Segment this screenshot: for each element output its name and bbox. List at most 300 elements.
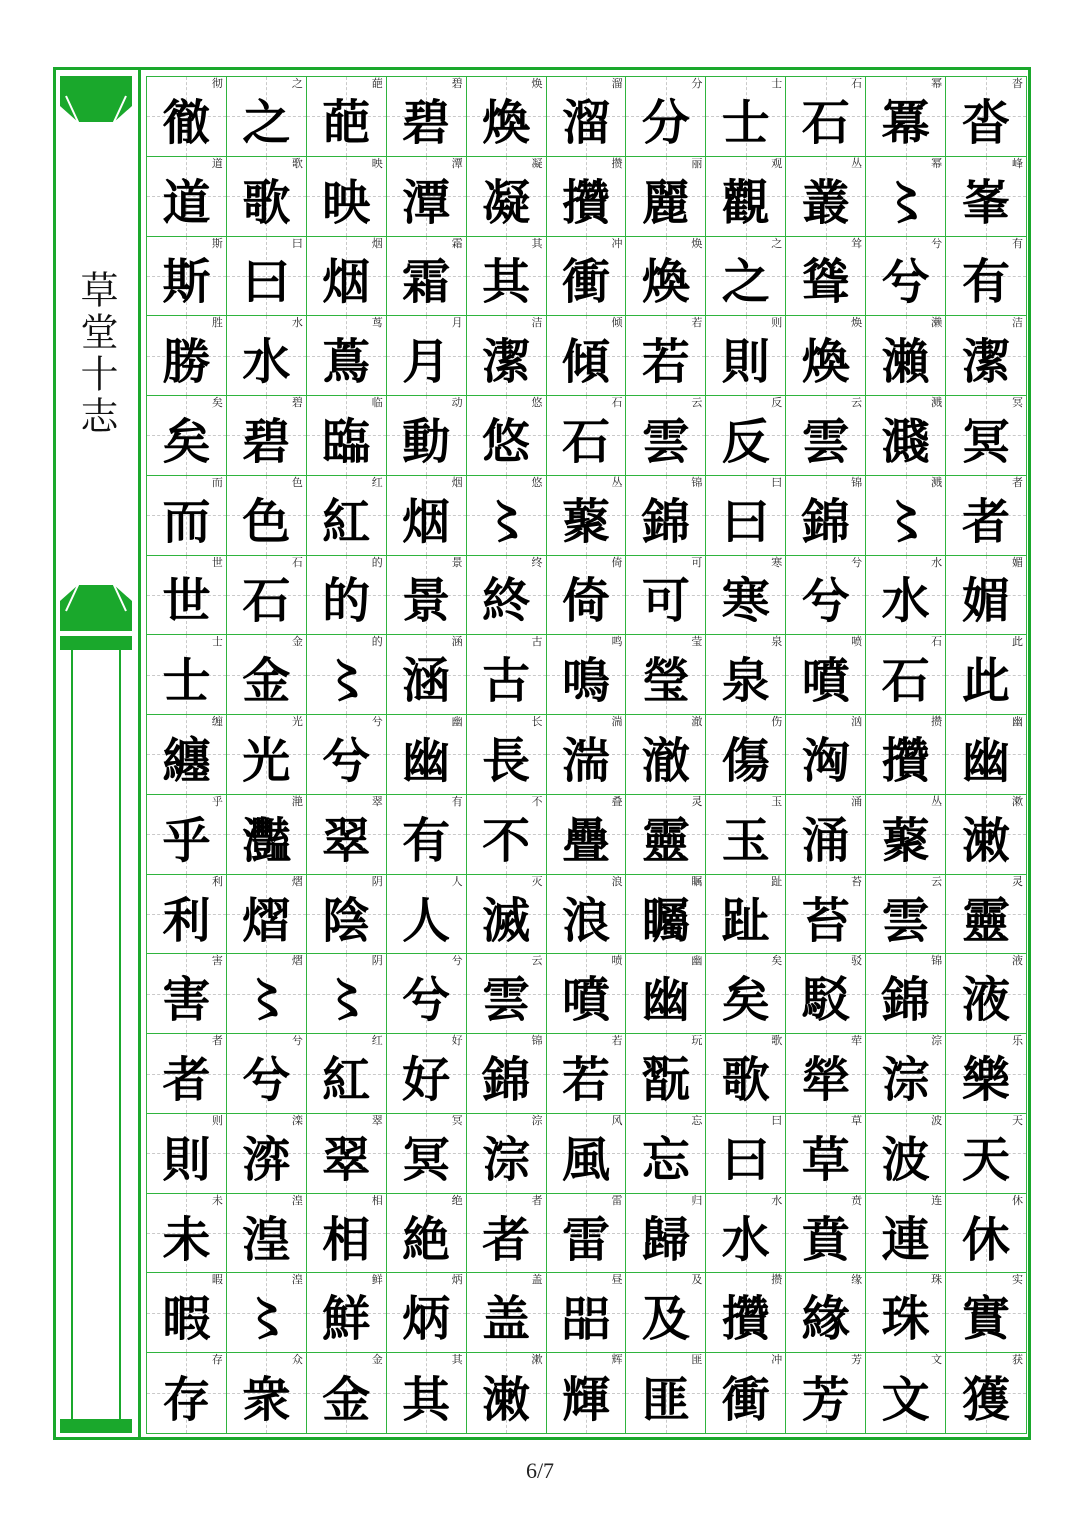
simplified-character-label: 漱 bbox=[1011, 794, 1023, 808]
simplified-character-label: 暇 bbox=[211, 1273, 223, 1287]
grid-cell bbox=[147, 157, 227, 237]
calligraphy-character: 噴 bbox=[801, 653, 850, 710]
simplified-character-label: 澈 bbox=[691, 715, 703, 729]
calligraphy-character: 文 bbox=[881, 1371, 930, 1428]
simplified-character-label: 灭 bbox=[531, 874, 543, 888]
simplified-character-label: 云 bbox=[931, 874, 943, 888]
simplified-character-label: 人 bbox=[451, 874, 463, 888]
grid-cell bbox=[866, 635, 946, 715]
simplified-character-label: 茑 bbox=[371, 316, 383, 330]
simplified-character-label: 雷 bbox=[611, 1193, 623, 1207]
grid-cell bbox=[946, 157, 1026, 237]
simplified-character-label: 石 bbox=[611, 396, 623, 410]
grid-cell bbox=[307, 1034, 387, 1114]
calligraphy-character: 沓 bbox=[962, 94, 1011, 151]
calligraphy-character: 纏 bbox=[162, 732, 211, 789]
simplified-character-label: 兮 bbox=[451, 954, 463, 968]
simplified-character-label: 水 bbox=[771, 1193, 783, 1207]
simplified-character-label: 玩 bbox=[691, 1034, 703, 1048]
grid-cell bbox=[387, 396, 467, 476]
grid-cell bbox=[706, 476, 786, 556]
calligraphy-character: 靈 bbox=[962, 892, 1011, 949]
calligraphy-character: 冪 bbox=[881, 94, 930, 151]
simplified-character-label: 鲜 bbox=[371, 1273, 383, 1287]
calligraphy-character: 滅 bbox=[482, 892, 531, 949]
calligraphy-character: 攢 bbox=[881, 732, 930, 789]
simplified-character-label: 金 bbox=[291, 635, 303, 649]
simplified-character-label: 焕 bbox=[531, 77, 543, 90]
character-grid bbox=[146, 76, 1027, 1434]
calligraphy-character: 矣 bbox=[162, 413, 211, 470]
grid-cell bbox=[227, 1194, 307, 1274]
grid-cell bbox=[547, 875, 627, 955]
calligraphy-character: 錦 bbox=[801, 493, 850, 550]
calligraphy-character: 石 bbox=[801, 94, 850, 151]
grid-cell bbox=[547, 1194, 627, 1274]
calligraphy-character: 石 bbox=[242, 573, 291, 630]
calligraphy-character: 熠 bbox=[242, 892, 291, 949]
simplified-character-label: 色 bbox=[291, 475, 303, 489]
grid-cell bbox=[547, 954, 627, 1034]
simplified-character-label: 焕 bbox=[691, 236, 703, 250]
simplified-character-label: 攒 bbox=[931, 715, 943, 729]
calligraphy-character: 臨 bbox=[322, 413, 371, 470]
grid-cell bbox=[387, 157, 467, 237]
page-number: 6/7 bbox=[525, 1458, 555, 1483]
calligraphy-character: 雲 bbox=[881, 892, 930, 949]
grid-cell bbox=[227, 1273, 307, 1353]
grid-cell bbox=[786, 77, 866, 157]
simplified-character-label: 匪 bbox=[691, 1353, 703, 1367]
grid-cell bbox=[547, 635, 627, 715]
simplified-character-label: 动 bbox=[451, 396, 463, 410]
calligraphy-character: 炳 bbox=[402, 1291, 451, 1348]
simplified-character-label: 洁 bbox=[1011, 316, 1023, 330]
simplified-character-label: 连 bbox=[931, 1193, 943, 1207]
simplified-character-label: 彻 bbox=[211, 77, 223, 90]
simplified-character-label: 歌 bbox=[291, 156, 303, 170]
simplified-character-label: 霜 bbox=[451, 236, 463, 250]
simplified-character-label: 矣 bbox=[211, 396, 223, 410]
simplified-character-label: 终 bbox=[531, 555, 543, 569]
grid-cell bbox=[547, 157, 627, 237]
grid-cell bbox=[866, 1034, 946, 1114]
simplified-character-label: 斯 bbox=[211, 236, 223, 250]
simplified-character-label: 翠 bbox=[371, 1113, 383, 1127]
calligraphy-character: 衆 bbox=[242, 1371, 291, 1428]
simplified-character-label: 溅 bbox=[931, 475, 943, 489]
grid-cell bbox=[706, 1034, 786, 1114]
grid-cell bbox=[626, 476, 706, 556]
calligraphy-character: 士 bbox=[721, 94, 770, 151]
simplified-character-label: 云 bbox=[531, 954, 543, 968]
grid-cell bbox=[147, 237, 227, 317]
grid-cell bbox=[866, 875, 946, 955]
calligraphy-character: 煥 bbox=[482, 94, 531, 151]
calligraphy-character: 幽 bbox=[962, 732, 1011, 789]
grid-cell bbox=[626, 1353, 706, 1433]
grid-cell bbox=[547, 237, 627, 317]
calligraphy-character: 錦 bbox=[641, 493, 690, 550]
calligraphy-character: 涌 bbox=[801, 812, 850, 869]
calligraphy-character: 浪 bbox=[561, 892, 610, 949]
calligraphy-character: 兮 bbox=[242, 1052, 291, 1109]
grid-cell bbox=[467, 635, 547, 715]
simplified-character-label: 之 bbox=[771, 236, 783, 250]
grid-cell bbox=[946, 1353, 1026, 1433]
simplified-character-label: 丛 bbox=[611, 475, 623, 489]
grid-cell bbox=[387, 316, 467, 396]
simplified-character-label: 而 bbox=[211, 475, 223, 489]
simplified-character-label: 相 bbox=[371, 1193, 383, 1207]
grid-cell bbox=[706, 316, 786, 396]
calligraphy-character: 聳 bbox=[801, 254, 850, 311]
simplified-character-label: 贲 bbox=[851, 1193, 863, 1207]
simplified-character-label: 不 bbox=[531, 794, 543, 808]
grid-cell bbox=[147, 635, 227, 715]
calligraphy-character: 瑩 bbox=[641, 653, 690, 710]
grid-cell bbox=[866, 1194, 946, 1274]
simplified-character-label: 耸 bbox=[851, 236, 863, 250]
grid-cell bbox=[786, 1194, 866, 1274]
simplified-character-label: 炳 bbox=[451, 1273, 463, 1287]
calligraphy-character: 天 bbox=[962, 1131, 1011, 1188]
simplified-character-label: 兮 bbox=[851, 555, 863, 569]
grid-cell bbox=[227, 316, 307, 396]
grid-cell bbox=[866, 954, 946, 1034]
grid-cell bbox=[626, 954, 706, 1034]
calligraphy-character: 動 bbox=[402, 413, 451, 470]
calligraphy-character: 雲 bbox=[482, 972, 531, 1029]
grid-cell bbox=[147, 1114, 227, 1194]
calligraphy-character: 〻 bbox=[322, 972, 371, 1029]
simplified-character-label: 曰 bbox=[771, 475, 783, 489]
grid-cell bbox=[307, 1353, 387, 1433]
simplified-character-label: 石 bbox=[931, 635, 943, 649]
calligraphy-character: 人 bbox=[402, 892, 451, 949]
grid-cell bbox=[706, 1273, 786, 1353]
calligraphy-character: 賁 bbox=[801, 1211, 850, 1268]
grid-cell bbox=[946, 77, 1026, 157]
simplified-character-label: 熠 bbox=[291, 874, 303, 888]
simplified-character-label: 液 bbox=[1011, 954, 1023, 968]
simplified-character-label: 云 bbox=[851, 396, 863, 410]
grid-cell bbox=[547, 1273, 627, 1353]
simplified-character-label: 文 bbox=[931, 1353, 943, 1367]
calligraphy-character: 錦 bbox=[482, 1052, 531, 1109]
grid-cell bbox=[547, 1114, 627, 1194]
grid-cell bbox=[147, 476, 227, 556]
calligraphy-character: 湍 bbox=[561, 732, 610, 789]
simplified-character-label: 者 bbox=[211, 1034, 223, 1048]
grid-cell bbox=[547, 1353, 627, 1433]
calligraphy-character: 有 bbox=[402, 812, 451, 869]
calligraphy-character: 雲 bbox=[801, 413, 850, 470]
simplified-character-label: 害 bbox=[211, 954, 223, 968]
calligraphy-character: 道 bbox=[162, 174, 211, 231]
grid-cell bbox=[387, 237, 467, 317]
calligraphy-character: 連 bbox=[881, 1211, 930, 1268]
grid-cell bbox=[946, 1273, 1026, 1353]
simplified-character-label: 冲 bbox=[611, 236, 623, 250]
grid-cell bbox=[467, 1114, 547, 1194]
calligraphy-character: 紅 bbox=[322, 1052, 371, 1109]
calligraphy-character: 〻 bbox=[482, 493, 531, 550]
calligraphy-character: 未 bbox=[162, 1211, 211, 1268]
grid-cell bbox=[147, 396, 227, 476]
grid-cell bbox=[706, 1194, 786, 1274]
simplified-character-label: 滦 bbox=[291, 1113, 303, 1127]
simplified-character-label: 其 bbox=[531, 236, 543, 250]
calligraphy-character: 絶 bbox=[402, 1211, 451, 1268]
simplified-character-label: 乐 bbox=[1011, 1034, 1023, 1048]
grid-cell bbox=[387, 77, 467, 157]
calligraphy-character: 月 bbox=[402, 334, 451, 391]
simplified-character-label: 水 bbox=[931, 555, 943, 569]
grid-cell bbox=[467, 875, 547, 955]
simplified-character-label: 月 bbox=[451, 316, 463, 330]
calligraphy-character: 不 bbox=[482, 812, 531, 869]
calligraphy-character: 兮 bbox=[881, 254, 930, 311]
simplified-character-label: 胜 bbox=[211, 316, 223, 330]
simplified-character-label: 瞩 bbox=[691, 874, 703, 888]
simplified-character-label: 兮 bbox=[931, 236, 943, 250]
calligraphy-character: 攢 bbox=[561, 174, 610, 231]
simplified-character-label: 冲 bbox=[771, 1353, 783, 1367]
grid-cell bbox=[467, 715, 547, 795]
calligraphy-character: 古 bbox=[482, 653, 531, 710]
grid-cell bbox=[307, 77, 387, 157]
grid-cell bbox=[227, 1034, 307, 1114]
simplified-character-label: 滟 bbox=[291, 794, 303, 808]
simplified-character-label: 碧 bbox=[451, 77, 463, 90]
grid-cell bbox=[866, 1273, 946, 1353]
grid-cell bbox=[866, 316, 946, 396]
calligraphy-character: 暇 bbox=[162, 1291, 211, 1348]
simplified-character-label: 歌 bbox=[771, 1034, 783, 1048]
calligraphy-character: 烟 bbox=[402, 493, 451, 550]
simplified-character-label: 此 bbox=[1011, 635, 1023, 649]
calligraphy-character: 雷 bbox=[561, 1211, 610, 1268]
calligraphy-character: 歌 bbox=[721, 1052, 770, 1109]
grid-cell bbox=[786, 715, 866, 795]
simplified-character-label: 峰 bbox=[1011, 156, 1023, 170]
simplified-character-label: 石 bbox=[851, 77, 863, 90]
calligraphy-character: 金 bbox=[322, 1371, 371, 1428]
grid-cell bbox=[387, 875, 467, 955]
calligraphy-character: 珠 bbox=[881, 1291, 930, 1348]
calligraphy-character: 〻 bbox=[881, 493, 930, 550]
grid-cell bbox=[706, 237, 786, 317]
calligraphy-character: 輝 bbox=[561, 1371, 610, 1428]
calligraphy-character: 玉 bbox=[721, 812, 770, 869]
calligraphy-character: 矣 bbox=[721, 972, 770, 1029]
calligraphy-character: 灩 bbox=[242, 812, 291, 869]
calligraphy-character: 者 bbox=[482, 1211, 531, 1268]
grid-cell bbox=[387, 1114, 467, 1194]
calligraphy-character: 觀 bbox=[721, 174, 770, 231]
calligraphy-character: 忘 bbox=[641, 1131, 690, 1188]
grid-cell bbox=[866, 396, 946, 476]
calligraphy-character: 害 bbox=[162, 972, 211, 1029]
grid-cell bbox=[786, 635, 866, 715]
simplified-character-label: 幽 bbox=[691, 954, 703, 968]
simplified-character-label: 泉 bbox=[771, 635, 783, 649]
simplified-character-label: 悠 bbox=[531, 475, 543, 489]
grid-cell bbox=[706, 556, 786, 636]
simplified-character-label: 获 bbox=[1011, 1353, 1023, 1367]
grid-cell bbox=[307, 476, 387, 556]
grid-cell bbox=[626, 1194, 706, 1274]
calligraphy-character: 洶 bbox=[801, 732, 850, 789]
calligraphy-character: 實 bbox=[962, 1291, 1011, 1348]
simplified-character-label: 汹 bbox=[851, 715, 863, 729]
calligraphy-character: 液 bbox=[962, 972, 1011, 1029]
grid-cell bbox=[626, 157, 706, 237]
grid-cell bbox=[467, 396, 547, 476]
simplified-character-label: 有 bbox=[1011, 236, 1023, 250]
simplified-character-label: 熠 bbox=[291, 954, 303, 968]
calligraphy-character: 獲 bbox=[962, 1371, 1011, 1428]
calligraphy-character: 兮 bbox=[801, 573, 850, 630]
simplified-character-label: 濑 bbox=[931, 316, 943, 330]
calligraphy-character: 歸 bbox=[641, 1211, 690, 1268]
grid-cell bbox=[467, 476, 547, 556]
simplified-character-label: 丽 bbox=[691, 156, 703, 170]
calligraphy-character: 波 bbox=[881, 1131, 930, 1188]
calligraphy-character: 潄 bbox=[962, 812, 1011, 869]
simplified-character-label: 道 bbox=[211, 156, 223, 170]
simplified-character-label: 漱 bbox=[531, 1353, 543, 1367]
calligraphy-character: 〻 bbox=[322, 653, 371, 710]
calligraphy-character: 潔 bbox=[962, 334, 1011, 391]
calligraphy-character: 鳴 bbox=[561, 653, 610, 710]
simplified-character-label: 幽 bbox=[1011, 715, 1023, 729]
simplified-character-label: 水 bbox=[291, 316, 303, 330]
simplified-character-label: 翠 bbox=[371, 794, 383, 808]
calligraphy-character: 的 bbox=[322, 573, 371, 630]
calligraphy-character: 乎 bbox=[162, 812, 211, 869]
separator-line bbox=[138, 70, 141, 1437]
simplified-character-label: 众 bbox=[291, 1353, 303, 1367]
simplified-character-label: 幂 bbox=[931, 77, 943, 90]
calligraphy-character: 雲 bbox=[641, 413, 690, 470]
simplified-character-label: 涌 bbox=[851, 794, 863, 808]
simplified-character-label: 兮 bbox=[291, 1034, 303, 1048]
grid-cell bbox=[706, 635, 786, 715]
simplified-character-label: 湍 bbox=[611, 715, 623, 729]
grid-cell bbox=[467, 795, 547, 875]
calligraphy-character: 陰 bbox=[322, 892, 371, 949]
calligraphy-character: 淙 bbox=[881, 1052, 930, 1109]
grid-cell bbox=[147, 795, 227, 875]
calligraphy-character: 叢 bbox=[801, 174, 850, 231]
calligraphy-character: 石 bbox=[881, 653, 930, 710]
grid-cell bbox=[467, 157, 547, 237]
calligraphy-character: 〻 bbox=[242, 1291, 291, 1348]
simplified-character-label: 曰 bbox=[771, 1113, 783, 1127]
grid-cell bbox=[467, 954, 547, 1034]
calligraphy-character: 溜 bbox=[561, 94, 610, 151]
calligraphy-character: 歌 bbox=[242, 174, 291, 231]
simplified-character-label: 则 bbox=[771, 316, 783, 330]
calligraphy-character: 霜 bbox=[402, 254, 451, 311]
simplified-character-label: 风 bbox=[611, 1113, 623, 1127]
grid-cell bbox=[227, 476, 307, 556]
grid-cell bbox=[786, 875, 866, 955]
calligraphy-character: 凝 bbox=[482, 174, 531, 231]
grid-cell bbox=[307, 1194, 387, 1274]
simplified-character-label: 淙 bbox=[531, 1113, 543, 1127]
simplified-character-label: 的 bbox=[371, 555, 383, 569]
grid-cell bbox=[307, 715, 387, 795]
grid-cell bbox=[147, 875, 227, 955]
simplified-character-label: 锦 bbox=[531, 1034, 543, 1048]
simplified-character-label: 阴 bbox=[371, 954, 383, 968]
calligraphy-character: 兮 bbox=[402, 972, 451, 1029]
calligraphy-character: 勝 bbox=[162, 334, 211, 391]
calligraphy-character: 矚 bbox=[641, 892, 690, 949]
grid-cell bbox=[387, 715, 467, 795]
calligraphy-character: 瀨 bbox=[881, 334, 930, 391]
simplified-character-label: 丛 bbox=[851, 156, 863, 170]
calligraphy-character: 其 bbox=[402, 1371, 451, 1428]
simplified-character-label: 伤 bbox=[771, 715, 783, 729]
grid-cell bbox=[786, 556, 866, 636]
grid-cell bbox=[307, 237, 387, 317]
simplified-character-label: 冥 bbox=[451, 1113, 463, 1127]
calligraphy-character: 傷 bbox=[721, 732, 770, 789]
calligraphy-character: 碧 bbox=[402, 94, 451, 151]
calligraphy-character: 匪 bbox=[641, 1371, 690, 1428]
simplified-character-label: 洁 bbox=[531, 316, 543, 330]
simplified-character-label: 绝 bbox=[451, 1193, 463, 1207]
grid-cell bbox=[626, 77, 706, 157]
grid-cell bbox=[866, 1114, 946, 1194]
calligraphy-character: 徹 bbox=[162, 94, 211, 151]
simplified-character-label: 锦 bbox=[931, 954, 943, 968]
simplified-character-label: 缠 bbox=[211, 715, 223, 729]
simplified-character-label: 烟 bbox=[451, 475, 463, 489]
grid-cell bbox=[227, 1114, 307, 1194]
calligraphy-character: 寒 bbox=[721, 573, 770, 630]
simplified-character-label: 倾 bbox=[611, 316, 623, 330]
grid-cell bbox=[626, 1034, 706, 1114]
grid-cell bbox=[786, 1034, 866, 1114]
grid-cell bbox=[946, 237, 1026, 317]
grid-cell bbox=[626, 795, 706, 875]
simplified-character-label: 若 bbox=[691, 316, 703, 330]
grid-cell bbox=[547, 396, 627, 476]
grid-cell bbox=[547, 77, 627, 157]
calligraphy-character: 泉 bbox=[721, 653, 770, 710]
grid-cell bbox=[227, 396, 307, 476]
calligraphy-character: 景 bbox=[402, 573, 451, 630]
grid-cell bbox=[307, 316, 387, 396]
calligraphy-character: 翠 bbox=[322, 812, 371, 869]
grid-cell bbox=[946, 396, 1026, 476]
simplified-character-label: 丛 bbox=[931, 794, 943, 808]
grid-cell bbox=[786, 1353, 866, 1433]
calligraphy-character: 藂 bbox=[881, 812, 930, 869]
calligraphy-character: 蔦 bbox=[322, 334, 371, 391]
calligraphy-character: 者 bbox=[962, 493, 1011, 550]
simplified-character-label: 分 bbox=[691, 77, 703, 90]
simplified-character-label: 喷 bbox=[851, 635, 863, 649]
calligraphy-character: 曰 bbox=[721, 1131, 770, 1188]
simplified-character-label: 攒 bbox=[771, 1273, 783, 1287]
grid-cell bbox=[626, 875, 706, 955]
